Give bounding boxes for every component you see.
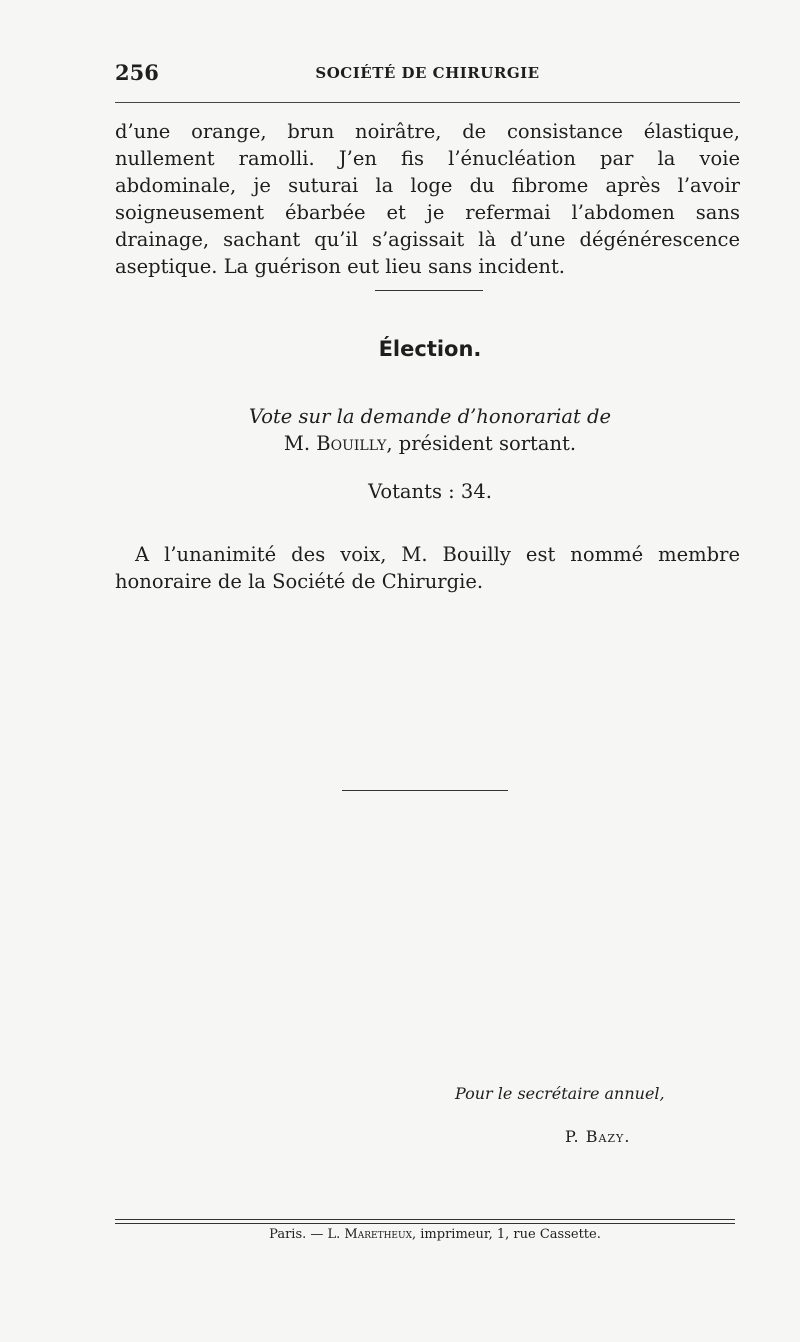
printer-imprint — [0, 1227, 800, 1242]
vote-subject-line: Vote sur la demande d’honorariat de — [248, 405, 612, 428]
signature-period: . — [624, 1127, 631, 1146]
vote-candidate-suffix: , président sortant. — [386, 432, 577, 455]
end-divider — [342, 790, 508, 791]
footer-rule-top — [115, 1219, 735, 1220]
signature-initial: P. — [565, 1127, 586, 1146]
section-divider — [375, 290, 483, 291]
imprint-printer-name: Maretheux — [344, 1227, 412, 1242]
signature-name — [565, 1127, 630, 1146]
vote-candidate-name: Bouilly — [316, 432, 387, 455]
page-header — [115, 60, 740, 88]
body-paragraph: d’une orange, brun noirâtre, de consistance élastique, nullement ramolli. J’en fis l’énucléation par la voie abdominale, je suturai la loge du fibrome après l’avoir soigneusement ébarbée et je refermai l’abdomen sans drainage, sachant qu’il s’agissait là d’une dégénérescence aseptique. La guérison eut lieu sans incident. — [115, 120, 740, 278]
imprint-suffix: , imprimeur, 1, rue Cassette. — [412, 1227, 601, 1242]
vote-candidate-prefix: M. — [283, 432, 317, 455]
running-title: SOCIÉTÉ DE CHIRURGIE — [315, 64, 540, 82]
footer-rule-bottom — [115, 1223, 735, 1224]
vote-result — [115, 541, 740, 595]
vote-candidate-line — [0, 432, 800, 455]
imprint-prefix: Paris. — L. — [269, 1227, 345, 1242]
section-title: Élection. — [378, 337, 482, 361]
header-rule — [115, 102, 740, 103]
page-number: 256 — [115, 60, 159, 85]
vote-result-text: A l’unanimité des voix, M. Bouilly est nommé membre honoraire de la Société de Chirurgie. — [115, 543, 740, 593]
signature-label: Pour le secrétaire annuel, — [455, 1084, 665, 1103]
signature-surname: Bazy — [585, 1127, 625, 1146]
votants-count: Votants : 34. — [368, 480, 492, 503]
body-text — [115, 118, 740, 280]
